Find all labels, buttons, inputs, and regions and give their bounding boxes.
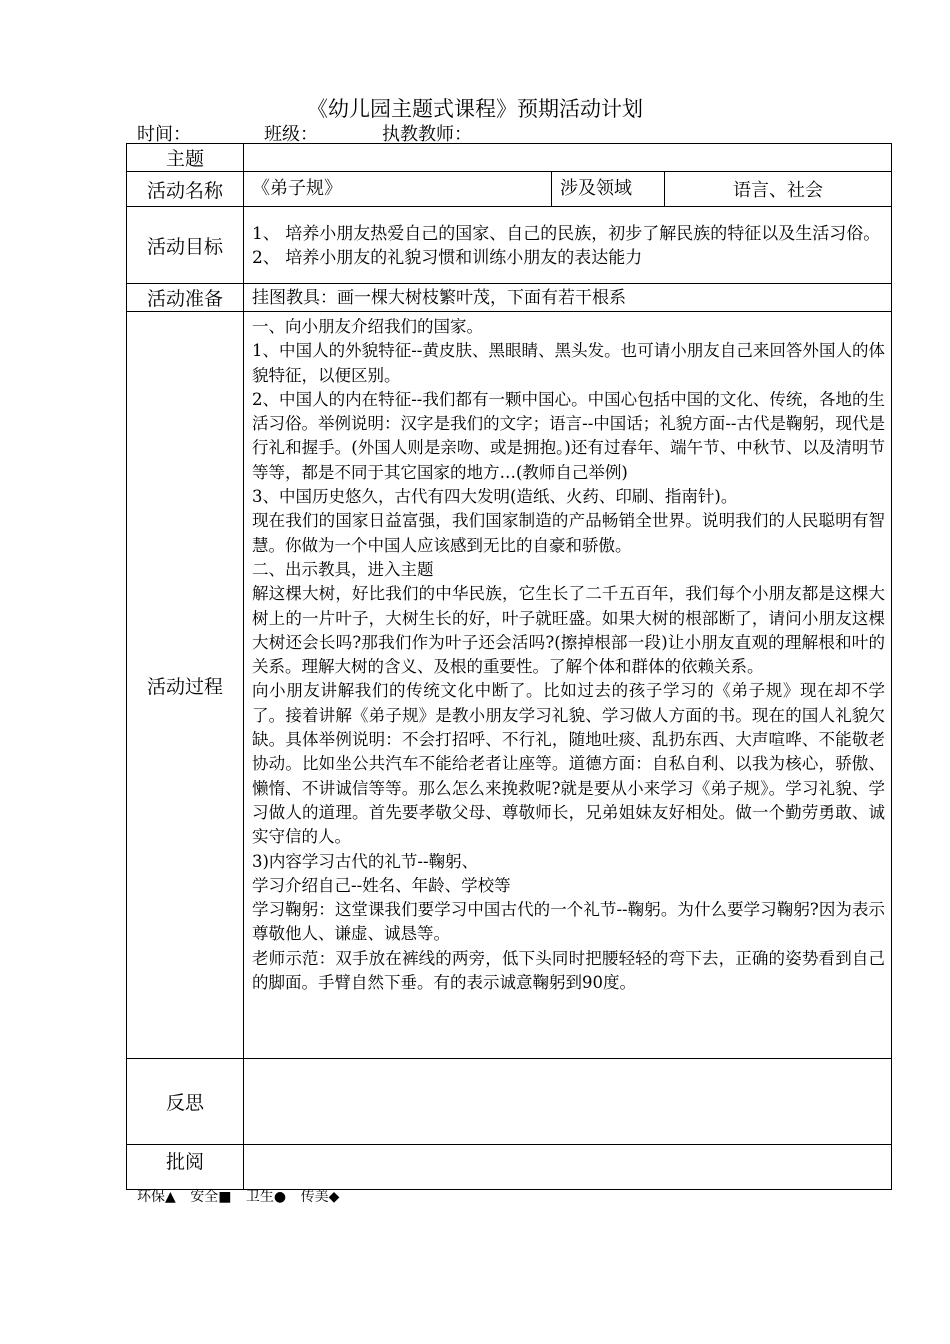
legend-item-environment: 环保▲ — [137, 1189, 176, 1205]
theme-value — [244, 144, 892, 172]
process-row — [127, 312, 892, 1059]
process-paragraph: 二、出示教具，进入主题 — [252, 559, 434, 579]
domain-label: 涉及领域 — [552, 172, 665, 207]
activity-name-value: 《弟子规》 — [244, 172, 552, 207]
process-paragraph: 解这棵大树，好比我们的中华民族，它生长了二千五百年，我们每个小朋友都是这棵大树上的一片叶子，大树生长的好，叶子就旺盛。如果大树的根部断了，请问小朋友这棵大树还会长吗?那我们作为叶子还会活吗?(擦掉根部一段)让小朋友直观的理解根和叶的关系。理解大树的含义、及根的重要性。了解个体和群体的依赖关系。 — [252, 584, 886, 677]
process-paragraph: 老师示范：双手放在裤线的两旁，低下头同时把腰轻轻的弯下去，正确的姿势看到自己的脚面。手臂自然下垂。有的表示诚意鞠躬到90度。 — [252, 948, 886, 993]
activity-plan-table — [126, 143, 892, 1190]
time-label: 时间： — [137, 124, 191, 145]
goal-label: 活动目标 — [127, 207, 244, 284]
goal-row — [127, 207, 892, 284]
legend-item-tradition: 传美◆ — [300, 1189, 340, 1205]
teacher-label: 执教教师： — [382, 124, 472, 145]
process-paragraph: 2、中国人的内在特征--我们都有一颗中国心。中国心包括中国的文化、传统，各地的生活习俗。举例说明：汉字是我们的文字；语言--中国话；礼貌方面--古代是鞠躬，现代是行礼和握手。(外国人则是亲吻、或是拥抱。)还有过春年、端午节、中秋节、以及清明节等等，都是不同于其它国家的地方…(教师自己举例) — [252, 389, 886, 482]
class-label: 班级： — [264, 124, 318, 145]
process-paragraph: 一、向小朋友介绍我们的国家。 — [252, 317, 483, 336]
prep-label: 活动准备 — [127, 284, 244, 312]
review-label: 批阅 — [127, 1145, 244, 1190]
activity-name-label: 活动名称 — [127, 172, 244, 207]
theme-row — [127, 144, 892, 172]
process-content — [244, 312, 892, 1059]
reflection-value — [244, 1059, 892, 1145]
process-paragraph: 向小朋友讲解我们的传统文化中断了。比如过去的孩子学习的《弟子规》现在却不学了。接着讲解《弟子规》是教小朋友学习礼貌、学习做人方面的书。现在的国人礼貌欠缺。具体举例说明：不会打招呼、不行礼，随地吐痰、乱扔东西、大声喧哗、不能敬老协动。比如坐公共汽车不能给老者让座等。道德方面：自私自利、以我为核心，骄傲、懒惰、不讲诚信等等。那么怎么来挽救呢?就是要从小来学习《弟子规》。学习礼貌、学习做人的道理。首先要孝敬父母、尊敬师长，兄弟姐妹友好相处。做一个勤劳勇敢、诚实守信的人。 — [252, 681, 886, 847]
process-paragraph: 学习介绍自己--姓名、年龄、学校等 — [252, 875, 511, 895]
goal-item: 2、 培养小朋友的礼貌习惯和训练小朋友的表达能力 — [252, 248, 643, 268]
goal-item: 1、 培养小朋友热爱自己的国家、自己的民族，初步了解民族的特征以及生活习俗。 — [252, 224, 881, 244]
activity-name-row — [127, 172, 892, 207]
footer-legend — [137, 1186, 349, 1206]
prep-row — [127, 284, 892, 312]
process-paragraph: 1、中国人的外貌特征--黄皮肤、黑眼睛、黑头发。也可请小朋友自己来回答外国人的体貌特征，以便区别。 — [252, 341, 886, 385]
domain-value: 语言、社会 — [665, 172, 892, 207]
goal-content — [244, 207, 892, 284]
process-label: 活动过程 — [127, 312, 244, 1059]
theme-label: 主题 — [127, 144, 244, 172]
prep-value: 挂图教具：画一棵大树枝繁叶茂，下面有若干根系 — [244, 284, 892, 312]
legend-item-safety: 安全■ — [190, 1189, 232, 1205]
legend-item-hygiene: 卫生● — [245, 1189, 287, 1205]
review-value — [244, 1145, 892, 1190]
process-paragraph: 学习鞠躬：这堂课我们要学习中国古代的一个礼节--鞠躬。为什么要学习鞠躬?因为表示尊敬他人、谦虚、诚恳等。 — [252, 900, 886, 944]
process-paragraph: 3)内容学习古代的礼节--鞠躬、 — [252, 851, 479, 871]
process-paragraph: 3、中国历史悠久，古代有四大发明(造纸、火药、印刷、指南针)。 — [252, 487, 738, 507]
process-paragraph: 现在我们的国家日益富强，我们国家制造的产品畅销全世界。说明我们的人民聪明有智慧。你做为一个中国人应该感到无比的自豪和骄傲。 — [252, 511, 886, 555]
document-title: 《幼儿园主题式课程》预期活动计划 — [307, 97, 643, 121]
reflection-label: 反思 — [127, 1059, 244, 1145]
reflection-row — [127, 1059, 892, 1145]
review-row — [127, 1145, 892, 1190]
